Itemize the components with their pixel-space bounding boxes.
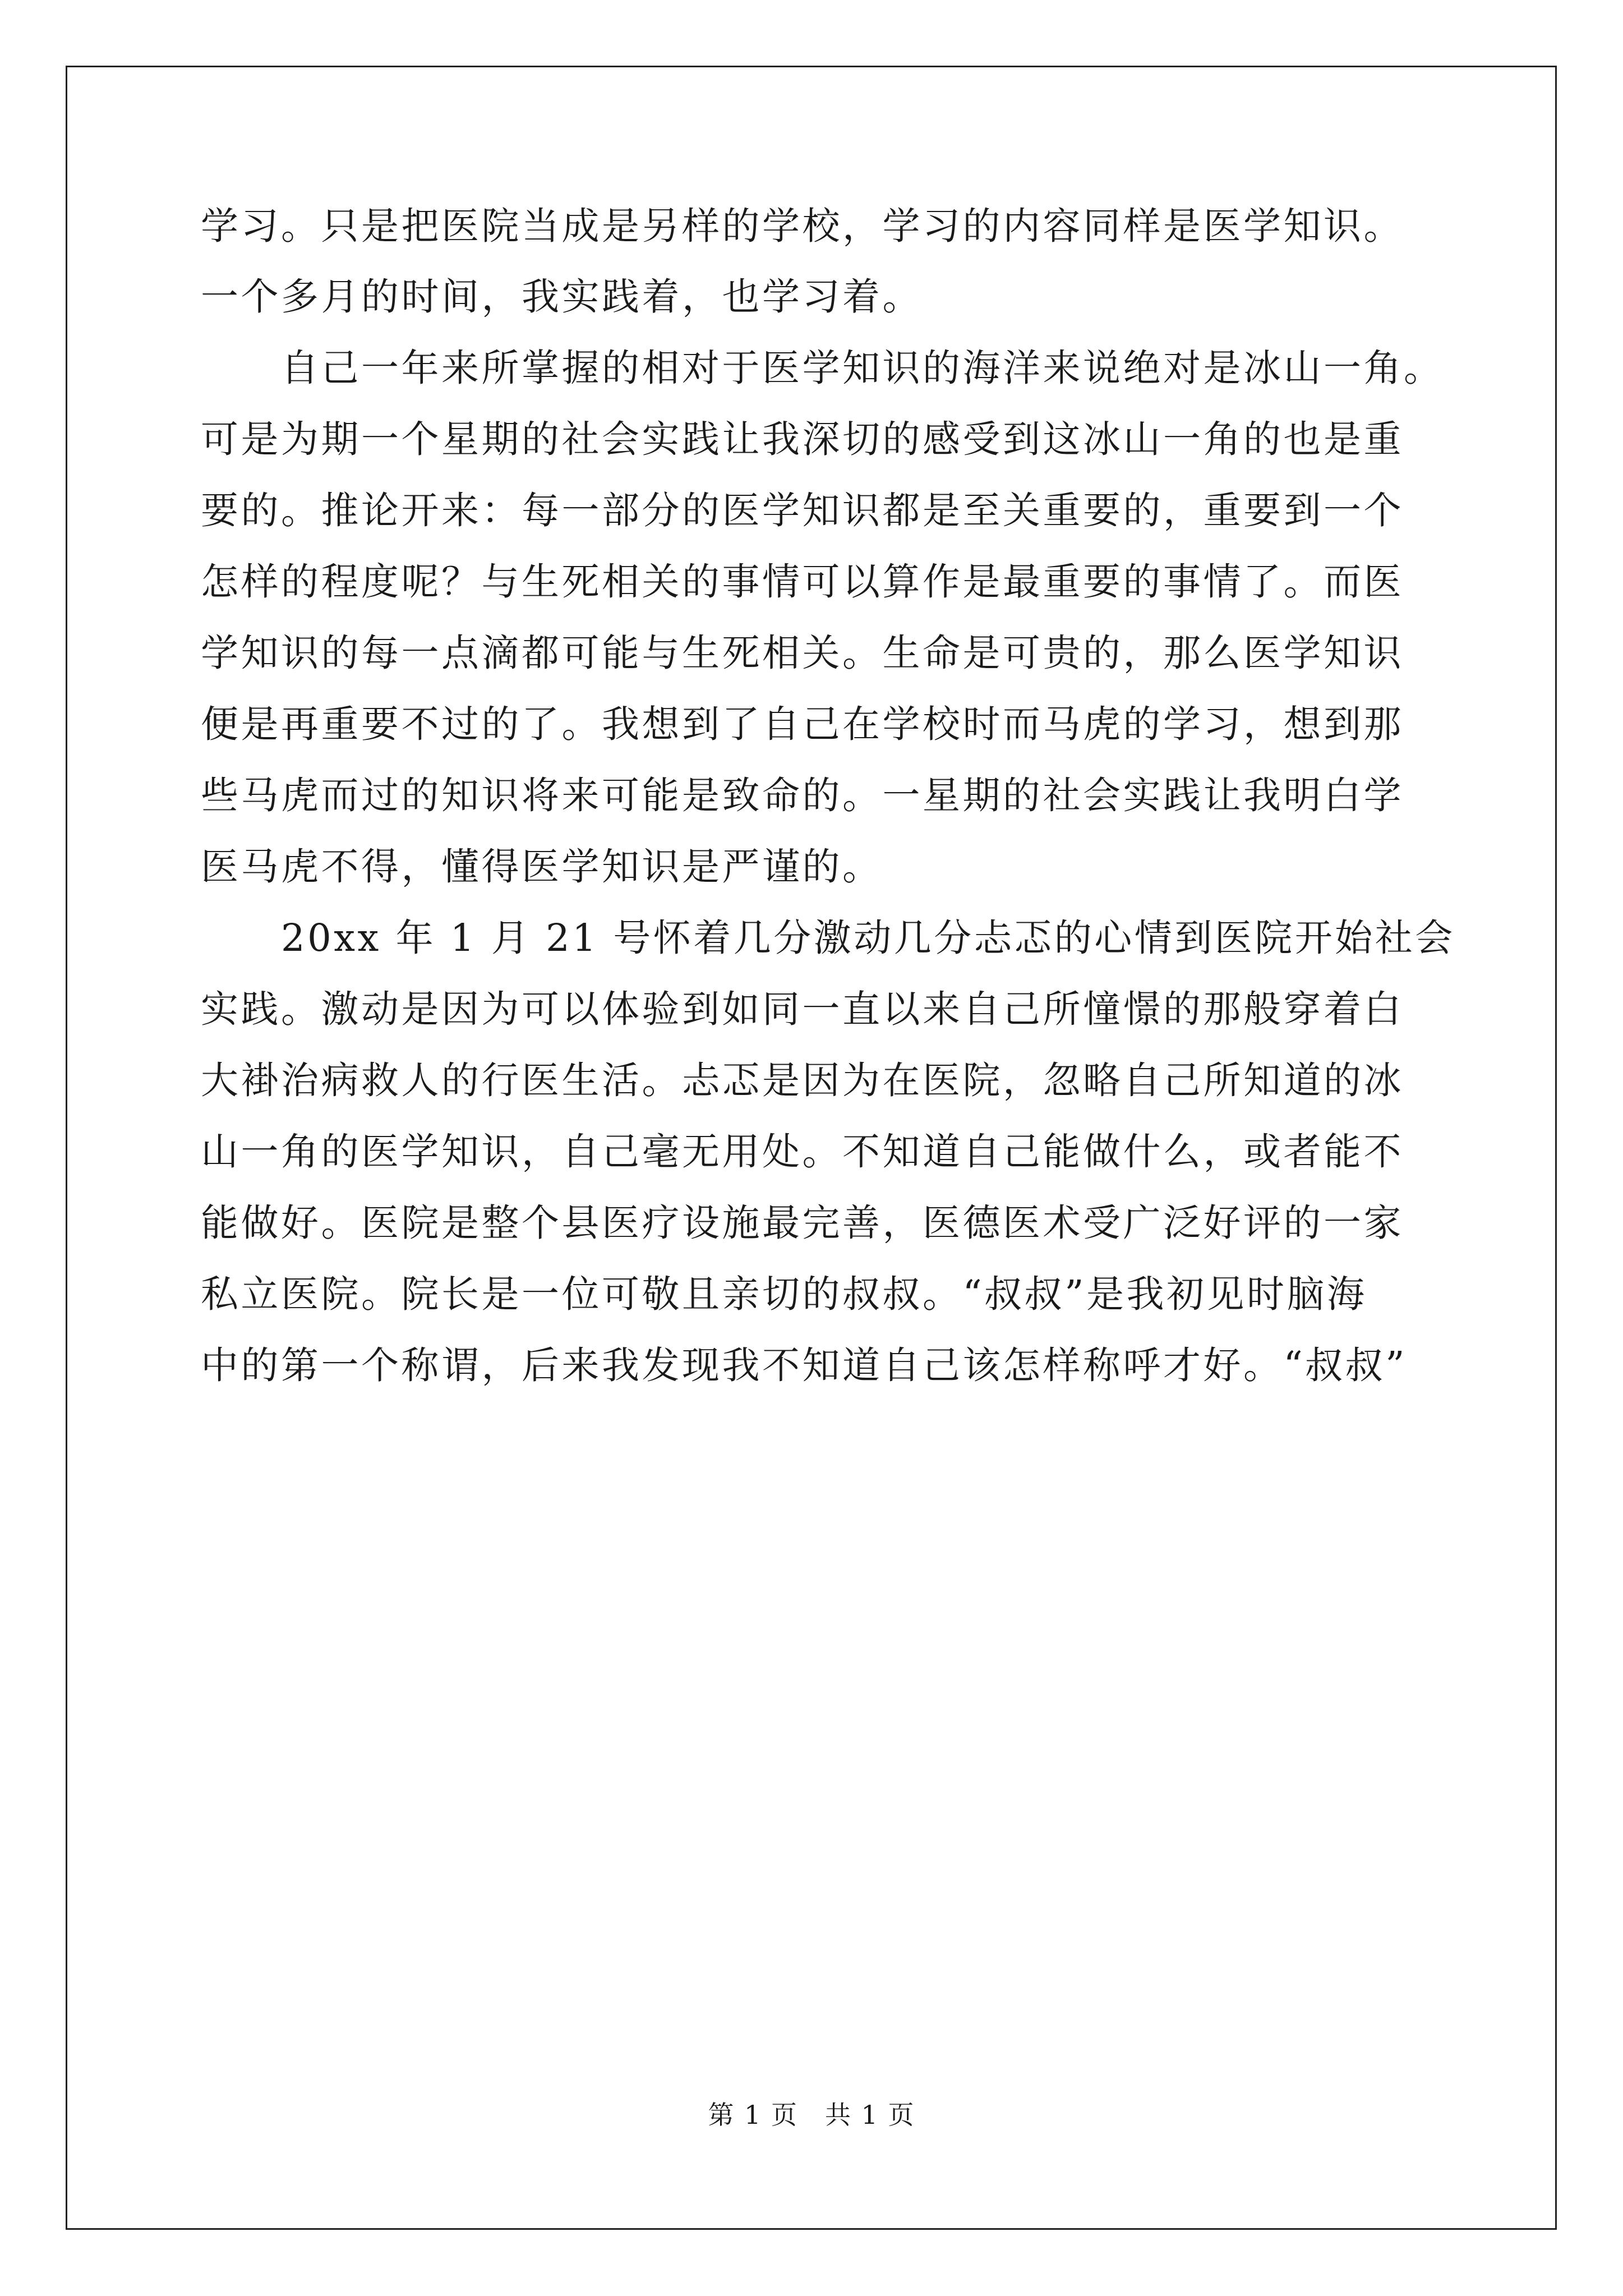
text-line: 学知识的每一点滴都可能与生死相关。生命是可贵的，那么医学知识 [201, 631, 1404, 675]
text-line: 可是为期一个星期的社会实践让我深切的感受到这冰山一角的也是重 [201, 417, 1404, 461]
text-line: 要的。推论开来：每一部分的医学知识都是至关重要的，重要到一个 [201, 489, 1404, 532]
text-line: 能做好。医院是整个县医疗设施最完善，医德医术受广泛好评的一家 [201, 1201, 1404, 1245]
text-line: 中的第一个称谓，后来我发现我不知道自己该怎样称呼才好。“叔叔” [201, 1343, 1408, 1387]
text-line: 学习。只是把医院当成是另样的学校，学习的内容同样是医学知识。 [201, 204, 1404, 248]
text-line: 私立医院。院长是一位可敬且亲切的叔叔。“叔叔”是我初见时脑海 [201, 1272, 1367, 1316]
text-line: 些马虎而过的知识将来可能是致命的。一星期的社会实践让我明白学 [201, 774, 1404, 817]
text-line: 一个多月的时间，我实践着，也学习着。 [201, 275, 923, 319]
page-number: 第 1 页 共 1 页 [708, 2100, 915, 2130]
text-line: 医马虎不得，懂得医学知识是严谨的。 [201, 845, 883, 889]
text-line: 实践。激动是因为可以体验到如同一直以来自己所憧憬的那般穿着白 [201, 987, 1404, 1031]
text-line: 大褂治病救人的行医生活。忐忑是因为在医院，忽略自己所知道的冰 [201, 1059, 1404, 1102]
text-line: 20xx 年 1 月 21 号怀着几分激动几分忐忑的心情到医院开始社会 [201, 916, 1455, 960]
text-line: 怎样的程度呢？与生死相关的事情可以算作是最重要的事情了。而医 [201, 560, 1404, 604]
text-line: 山一角的医学知识，自己毫无用处。不知道自己能做什么，或者能不 [201, 1130, 1404, 1174]
text-line: 便是再重要不过的了。我想到了自己在学校时而马虎的学习，想到那 [201, 702, 1404, 746]
text-line: 自己一年来所掌握的相对于医学知识的海洋来说绝对是冰山一角。 [201, 346, 1444, 390]
